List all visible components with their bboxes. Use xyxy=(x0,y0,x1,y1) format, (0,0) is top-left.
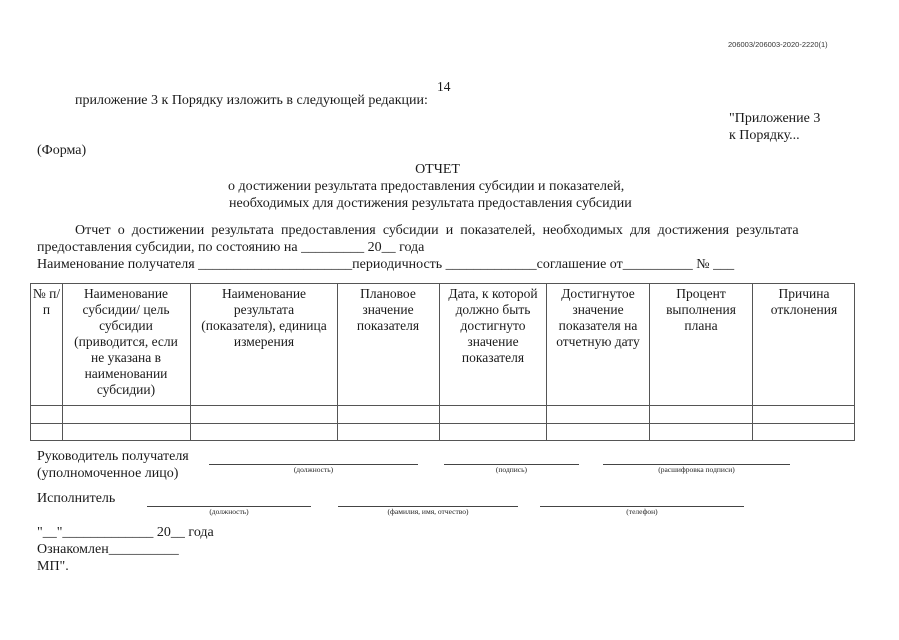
appendix-ref-line1: "Приложение 3 xyxy=(729,111,821,126)
table-row xyxy=(31,423,854,424)
caption-position: (должность) xyxy=(293,465,334,474)
report-table xyxy=(30,283,855,441)
col-header-planned-value: Плановое значение показателя xyxy=(356,286,420,333)
col-header-result-name: Наименование результата (показателя), единица измерения xyxy=(201,286,327,349)
caption-signature: (подпись) xyxy=(495,465,528,474)
appendix-ref-line2: к Порядку... xyxy=(729,128,800,143)
col-header-percent: Процент выполнения плана xyxy=(666,286,736,333)
recipient-line: Наименование получателя ______________________периодичность _____________соглашение от__________ № ___ xyxy=(37,257,735,272)
intro-line: приложение 3 к Порядку изложить в следующей редакции: xyxy=(75,93,428,108)
col-header-achieved-value: Достигнутое значение показателя на отчетную дату xyxy=(556,286,640,349)
col-header-target-date: Дата, к которой должно быть достигнуто значение показателя xyxy=(448,286,538,365)
table-row xyxy=(31,405,854,406)
report-title xyxy=(0,162,899,178)
paragraph-line2: предоставления субсидии, по состоянию на _________ 20__ года xyxy=(37,240,425,255)
executor-label: Исполнитель xyxy=(37,491,116,506)
col-header-reason: Причина отклонения xyxy=(770,286,838,317)
stamp-mark: МП". xyxy=(37,559,69,574)
date-line: "__"_____________ 20__ года xyxy=(37,525,214,540)
caption-executor-position: (должность) xyxy=(209,507,249,516)
caption-decoding: (расшифровка подписи) xyxy=(658,465,735,474)
paragraph-line1: Отчет о достижении результата предоставления субсидии и показателей, необходимых для достижения результата xyxy=(75,223,799,238)
form-label: (Форма) xyxy=(37,143,87,158)
caption-executor-phone: (телефон) xyxy=(626,507,658,516)
col-header-subsidy-name: Наименование субсидии/ цель субсидии (приводится, если не указана в наименовании субсидии) xyxy=(74,286,178,397)
acquainted-line: Ознакомлен__________ xyxy=(37,542,179,557)
caption-executor-name: (фамилия, имя, отчество) xyxy=(387,507,469,516)
head-label-line1: Руководитель получателя xyxy=(37,449,189,464)
head-label-line2: (уполномоченное лицо) xyxy=(37,466,179,481)
title-line2: необходимых для достижения результата предоставления субсидии xyxy=(229,196,632,211)
col-header-number: № п/п xyxy=(32,286,61,317)
page-number: 14 xyxy=(437,79,451,94)
title-line1: о достижении результата предоставления субсидии и показателей, xyxy=(228,179,625,194)
document-id: 206003/206003-2020-2220(1) xyxy=(728,40,828,49)
report-title-text: ОТЧЕТ xyxy=(415,162,460,177)
